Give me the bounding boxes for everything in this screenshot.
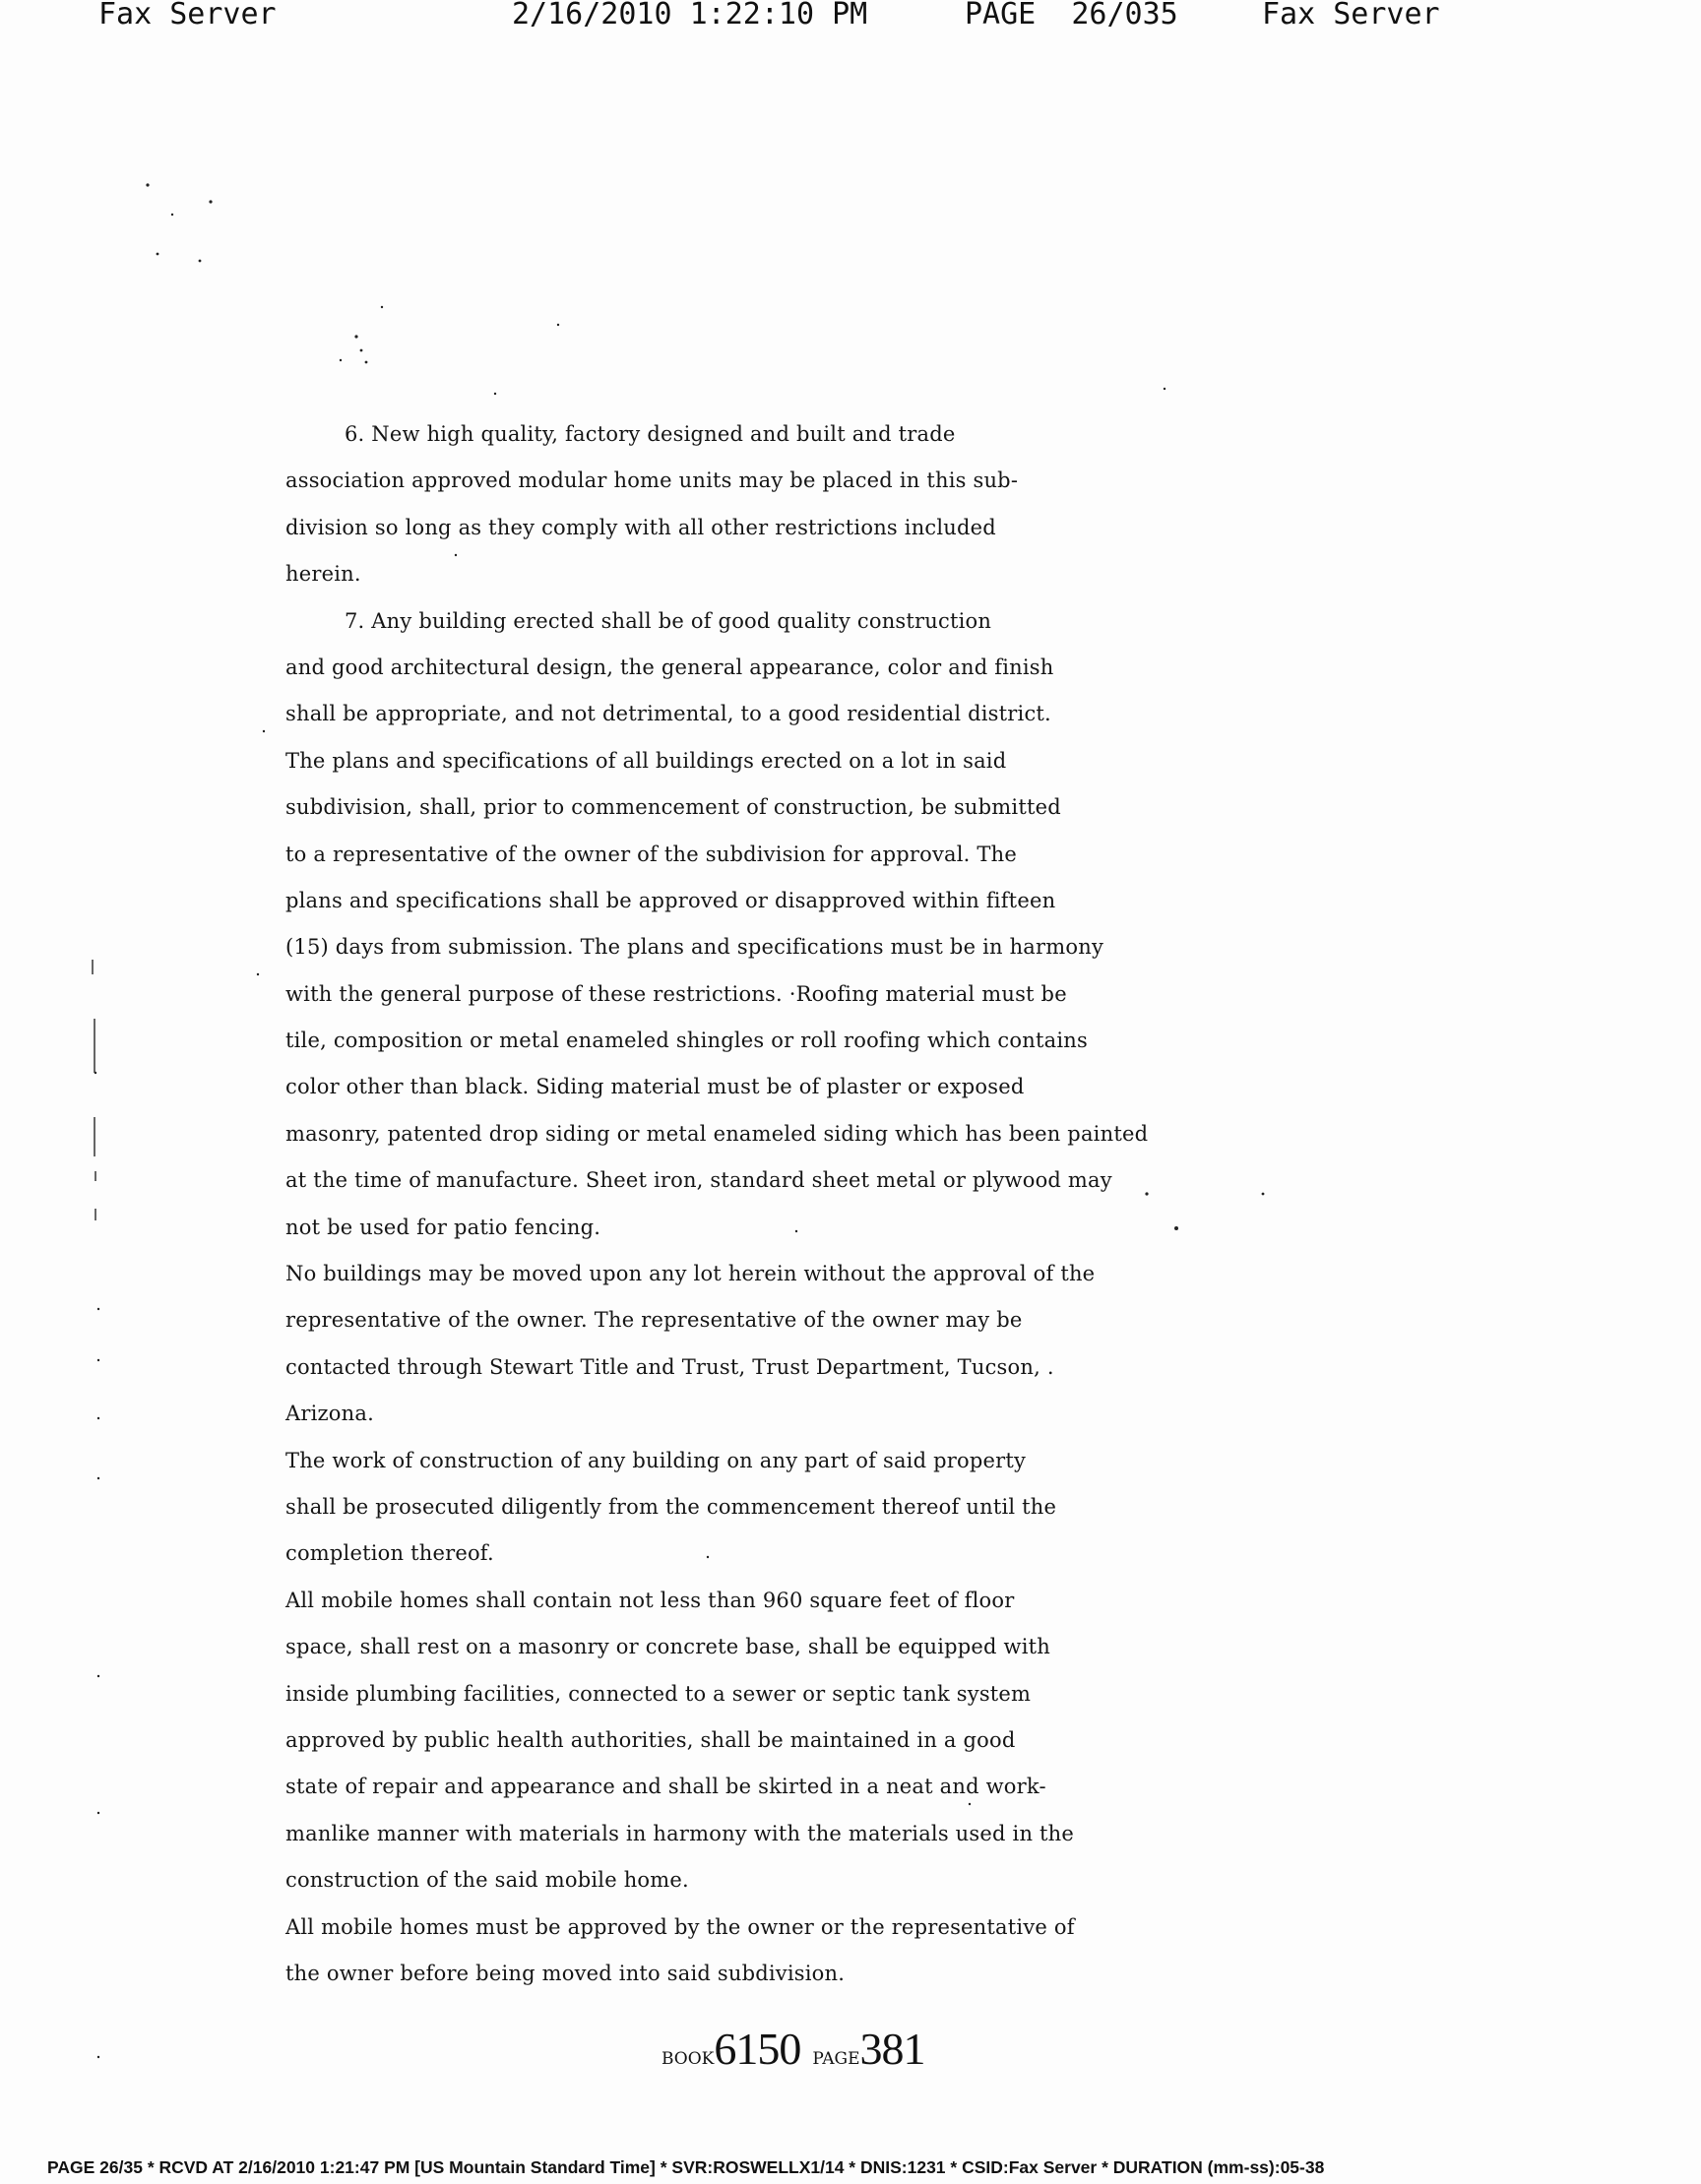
text-line: contacted through Stewart Title and Trust, Trust Department, Tucson, . <box>285 1354 1054 1379</box>
text-line: and good architectural design, the general appearance, color and finish <box>285 655 1054 679</box>
text-line: No buildings may be moved upon any lot herein without the approval of the <box>285 1262 1096 1286</box>
text-line: not be used for patio fencing. <box>285 1215 601 1239</box>
text-line: manlike manner with materials in harmony with the materials used in the <box>285 1821 1075 1845</box>
page-label: PAGE <box>812 2049 860 2069</box>
text-line: with the general purpose of these restrictions. ·Roofing material must be <box>285 981 1067 1006</box>
text-line: plans and specifications shall be approved or disapproved within fifteen <box>285 888 1056 912</box>
text-line: space, shall rest on a masonry or concrete base, shall be equipped with <box>285 1635 1051 1659</box>
text-line: (15) days from submission. The plans and specifications must be in harmony <box>285 935 1104 960</box>
page-number: 381 <box>859 2024 925 2074</box>
text-line: representative of the owner. The representative of the owner may be <box>285 1308 1023 1333</box>
text-line: 7. Any building erected shall be of good quality construction <box>345 608 992 633</box>
text-line: subdivision, shall, prior to commencement of construction, be submitted <box>285 795 1061 820</box>
text-line: shall be appropriate, and not detrimental, to a good residential district. <box>285 702 1051 726</box>
restrictions-text <box>285 411 1211 1997</box>
fax-header-receiver: Fax Server <box>1262 0 1440 31</box>
text-line: the owner before being moved into said subdivision. <box>285 1961 846 1985</box>
book-label: BOOK <box>662 2049 715 2069</box>
fax-header-sender: Fax Server <box>98 0 277 31</box>
text-line: masonry, patented drop siding or metal enameled siding which has been painted <box>285 1121 1149 1146</box>
text-line: approved by public health authorities, shall be maintained in a good <box>285 1727 1016 1752</box>
fax-receipt-footer: PAGE 26/35 * RCVD AT 2/16/2010 1:21:47 PM [US Mountain Standard Time] * SVR:ROSWELLX1/14 * DNIS:1231 * CSID:Fax Server * DURATION (mm-ss):05-38 <box>47 2157 1325 2177</box>
text-line: Arizona. <box>285 1402 374 1426</box>
text-line: to a representative of the owner of the subdivision for approval. The <box>285 842 1017 866</box>
text-line: All mobile homes shall contain not less than 960 square feet of floor <box>285 1588 1015 1612</box>
text-line: at the time of manufacture. Sheet iron, standard sheet metal or plywood may <box>285 1168 1112 1193</box>
fax-header-page: PAGE 26/035 <box>965 0 1178 31</box>
text-line: The work of construction of any building on any part of said property <box>285 1448 1027 1472</box>
text-line: color other than black. Siding material must be of plaster or exposed <box>285 1075 1025 1099</box>
fax-header-datetime: 2/16/2010 1:22:10 PM <box>512 0 868 31</box>
text-line: inside plumbing facilities, connected to a sewer or septic tank system <box>285 1681 1032 1706</box>
book-page-reference <box>662 2023 925 2082</box>
text-line: The plans and specifications of all buildings erected on a lot in said <box>285 748 1007 773</box>
text-line: shall be prosecuted diligently from the commencement thereof until the <box>285 1494 1057 1519</box>
text-line: division so long as they comply with all other restrictions included <box>285 515 996 539</box>
book-number: 6150 <box>714 2024 801 2074</box>
text-line: construction of the said mobile home. <box>285 1868 689 1893</box>
text-line: herein. <box>285 562 361 587</box>
text-line: state of repair and appearance and shall be skirted in a neat and work- <box>285 1775 1046 1799</box>
fax-header <box>0 0 1701 33</box>
text-line: All mobile homes must be approved by the owner or the representative of <box>285 1914 1075 1939</box>
text-line: completion thereof. <box>285 1541 494 1566</box>
text-line: tile, composition or metal enameled shingles or roll roofing which contains <box>285 1029 1088 1053</box>
text-line: 6. New high quality, factory designed and built and trade <box>345 422 956 446</box>
text-line: association approved modular home units may be placed in this sub- <box>285 468 1019 493</box>
